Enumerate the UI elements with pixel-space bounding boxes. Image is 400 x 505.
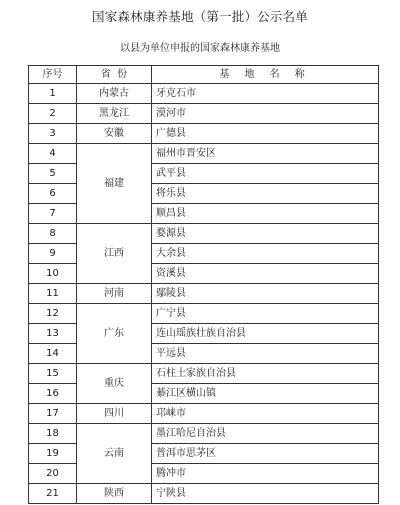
province-cell: 黑龙江: [77, 104, 152, 124]
serial-number-cell: 14: [29, 344, 77, 364]
base-name-cell: 漠河市: [152, 104, 379, 124]
province-cell: 安徽: [77, 124, 152, 144]
table-row: [29, 144, 379, 164]
serial-number-cell: 4: [29, 144, 77, 164]
base-name-cell: 墨江哈尼自治县: [152, 424, 379, 444]
base-name-cell: 牙克石市: [152, 84, 379, 104]
serial-number-cell: 20: [29, 464, 77, 484]
table-row: [29, 304, 379, 324]
serial-number-cell: 16: [29, 384, 77, 404]
serial-number-cell: 9: [29, 244, 77, 264]
base-name-cell: 鄢陵县: [152, 284, 379, 304]
table-row: [29, 224, 379, 244]
table-row: [29, 124, 379, 144]
base-name-cell: 婺源县: [152, 224, 379, 244]
serial-number-cell: 5: [29, 164, 77, 184]
base-name-cell: 连山瑶族壮族自治县: [152, 324, 379, 344]
table-row: [29, 364, 379, 384]
province-cell: 河南: [77, 284, 152, 304]
serial-number-cell: 17: [29, 404, 77, 424]
serial-number-cell: 1: [29, 84, 77, 104]
base-list-table: [28, 65, 379, 504]
base-name-cell: 腾冲市: [152, 464, 379, 484]
base-name-cell: 资溪县: [152, 264, 379, 284]
document-title: 国家森林康养基地（第一批）公示名单: [92, 9, 308, 24]
base-name-cell: 普洱市思茅区: [152, 444, 379, 464]
base-name-cell: 邛崃市: [152, 404, 379, 424]
table-header-row: [29, 66, 379, 84]
serial-number-cell: 15: [29, 364, 77, 384]
base-name-cell: 广德县: [152, 124, 379, 144]
base-name-cell: 广宁县: [152, 304, 379, 324]
serial-number-cell: 21: [29, 484, 77, 504]
document-subtitle: 以县为单位申报的国家森林康养基地: [120, 43, 280, 54]
base-name-cell: 綦江区横山镇: [152, 384, 379, 404]
province-cell: 广东: [77, 304, 152, 364]
province-cell: 四川: [77, 404, 152, 424]
header-base-name: 基 地 名 称: [152, 66, 379, 84]
province-cell: 福建: [77, 144, 152, 224]
serial-number-cell: 19: [29, 444, 77, 464]
serial-number-cell: 10: [29, 264, 77, 284]
base-name-cell: 将乐县: [152, 184, 379, 204]
header-serial-number: 序号: [29, 66, 77, 84]
serial-number-cell: 11: [29, 284, 77, 304]
header-province: 省 份: [77, 66, 152, 84]
table-row: [29, 484, 379, 504]
table-row: [29, 424, 379, 444]
base-name-cell: 顺昌县: [152, 204, 379, 224]
serial-number-cell: 8: [29, 224, 77, 244]
province-cell: 江西: [77, 224, 152, 284]
base-name-cell: 武平县: [152, 164, 379, 184]
province-cell: 云南: [77, 424, 152, 484]
serial-number-cell: 7: [29, 204, 77, 224]
table-body: [29, 84, 379, 504]
serial-number-cell: 6: [29, 184, 77, 204]
table-row: [29, 104, 379, 124]
base-name-cell: 平远县: [152, 344, 379, 364]
base-name-cell: 福州市晋安区: [152, 144, 379, 164]
province-cell: 内蒙古: [77, 84, 152, 104]
serial-number-cell: 2: [29, 104, 77, 124]
table-row: [29, 284, 379, 304]
table-row: [29, 404, 379, 424]
base-name-cell: 大余县: [152, 244, 379, 264]
serial-number-cell: 13: [29, 324, 77, 344]
serial-number-cell: 3: [29, 124, 77, 144]
province-cell: 陕西: [77, 484, 152, 504]
base-name-cell: 宁陕县: [152, 484, 379, 504]
base-name-cell: 石柱土家族自治县: [152, 364, 379, 384]
table-row: [29, 84, 379, 104]
province-cell: 重庆: [77, 364, 152, 404]
serial-number-cell: 18: [29, 424, 77, 444]
serial-number-cell: 12: [29, 304, 77, 324]
